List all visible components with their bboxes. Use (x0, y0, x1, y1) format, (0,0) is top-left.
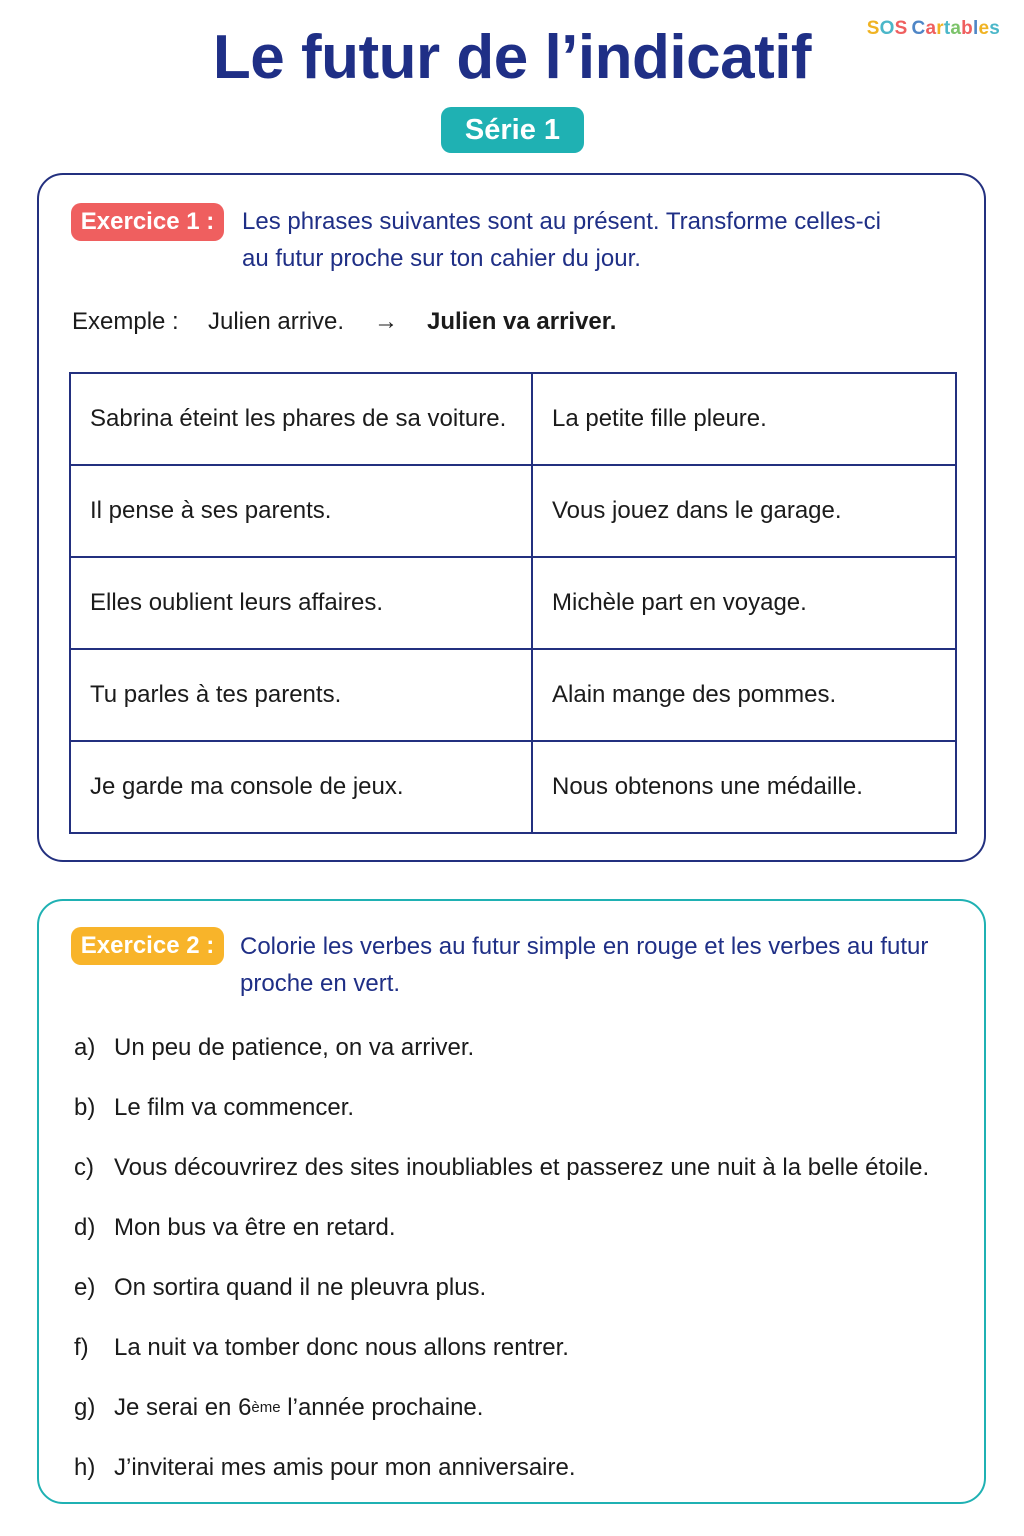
brand-letter: t (943, 18, 951, 39)
list-item (74, 1258, 929, 1318)
table-row (70, 741, 956, 833)
list-item-letter: b) (74, 1094, 96, 1121)
sentence-cell: La petite fille pleure. (532, 373, 956, 465)
sentence-cell: Vous jouez dans le garage. (532, 465, 956, 557)
table-row (70, 557, 956, 649)
list-item-letter: a) (74, 1034, 96, 1061)
brand-letter: S (866, 18, 880, 39)
brand-letter: b (961, 18, 973, 39)
brand-letter: O (879, 18, 895, 39)
exercise-2-instruction (240, 928, 960, 1002)
sentence-cell: Elles oublient leurs affaires. (70, 557, 532, 649)
exercise-1-badge: Exercice 1 : (71, 203, 224, 241)
example-line (72, 308, 616, 336)
example-source: Julien arrive. (208, 308, 345, 335)
sentence-cell: Michèle part en voyage. (532, 557, 956, 649)
sentence-cell: Tu parles à tes parents. (70, 649, 532, 741)
list-item: g) Je serai en 6 ème l’année prochaine. (74, 1394, 484, 1421)
exercise-1-instruction-line: Les phrases suivantes sont au présent. Transforme celles-ci (242, 208, 881, 235)
list-item (74, 1018, 929, 1078)
table-row (70, 649, 956, 741)
list-item-letter: e) (74, 1274, 96, 1301)
list-item-text: Mon bus va être en retard. (114, 1214, 396, 1241)
brand-letter: r (936, 18, 944, 39)
list-item-text: Vous découvrirez des sites inoubliables et passerez une nuit à la belle étoile. (114, 1154, 930, 1181)
list-item-letter: d) (74, 1214, 96, 1241)
sentence-cell: Nous obtenons une médaille. (532, 741, 956, 833)
list-item (74, 1438, 929, 1498)
list-item-text: La nuit va tomber donc nous allons rentrer. (114, 1334, 569, 1361)
brand-letter: S (894, 18, 908, 39)
page-title: Le futur de l’indicatif (212, 23, 812, 92)
exercise-1-card (37, 173, 986, 862)
table-row (70, 373, 956, 465)
exercise-2-card (37, 899, 986, 1504)
sentence-cell: Alain mange des pommes. (532, 649, 956, 741)
list-item-text: l’année prochaine. (280, 1394, 484, 1421)
brand-letter: a (925, 18, 937, 39)
exercise-2-list (74, 1018, 929, 1498)
brand-letter: C (911, 18, 926, 39)
list-item-letter: g) (74, 1394, 96, 1421)
arrow-right-icon: → (374, 308, 398, 335)
list-item-text: On sortira quand il ne pleuvra plus. (114, 1274, 487, 1301)
list-item-text: J’inviterai mes amis pour mon anniversaire. (114, 1454, 576, 1481)
list-item-letter: f) (74, 1334, 89, 1361)
list-item (74, 1198, 929, 1258)
exercise-1-instruction (242, 203, 942, 277)
serie-badge: Série 1 (441, 107, 584, 153)
exercise-1-instruction-line: au futur proche sur ton cahier du jour. (242, 245, 641, 272)
sentence-cell: Sabrina éteint les phares de sa voiture. (70, 373, 532, 465)
list-item-text: Je serai en 6 (114, 1394, 252, 1421)
exercise-2-badge: Exercice 2 : (71, 927, 224, 965)
sentence-cell: Il pense à ses parents. (70, 465, 532, 557)
exercise-2-instruction-line: Colorie les verbes au futur simple en rouge et les verbes au futur (240, 933, 929, 960)
brand-letter: e (978, 18, 990, 39)
sentence-table (69, 372, 957, 834)
brand-letter: l (972, 18, 979, 39)
example-result: Julien va arriver. (427, 308, 617, 335)
list-item (74, 1138, 929, 1198)
list-item (74, 1318, 929, 1378)
list-item-letter: h) (74, 1454, 96, 1481)
table-row (70, 465, 956, 557)
exercise-2-instruction-line: proche en vert. (240, 970, 401, 997)
brand-letter: a (950, 18, 962, 39)
sentence-cell: Je garde ma console de jeux. (70, 741, 532, 833)
example-label: Exemple : (72, 308, 179, 335)
list-item-text: Un peu de patience, on va arriver. (114, 1034, 475, 1061)
list-item (74, 1078, 929, 1138)
list-item-letter: c) (74, 1154, 94, 1181)
brand-letter: s (989, 18, 1000, 39)
list-item-text: Le film va commencer. (114, 1094, 355, 1121)
